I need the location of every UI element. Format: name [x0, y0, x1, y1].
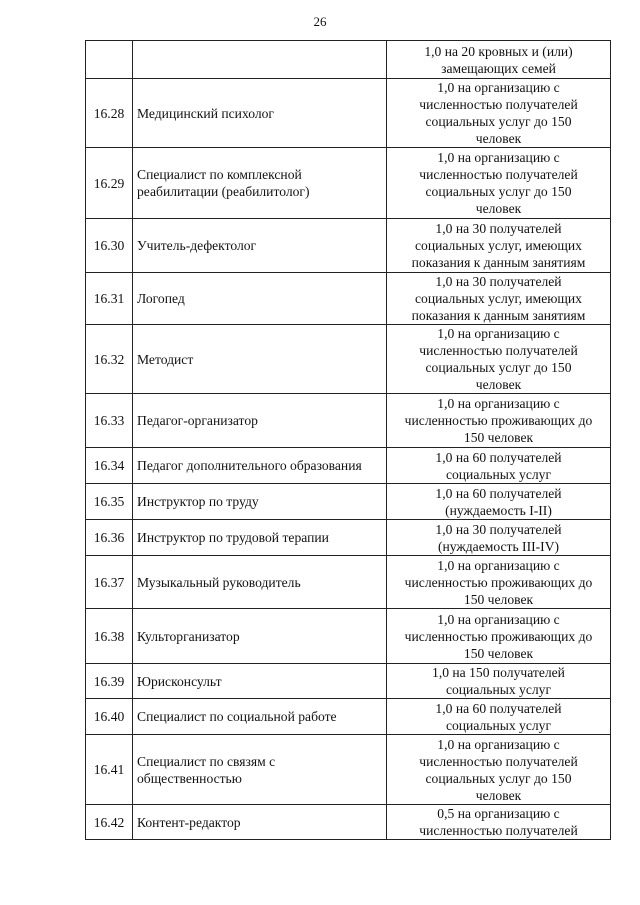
row-number: 16.34: [86, 448, 133, 484]
staffing-norm: 1,0 на организацию с численностью получателей социальных услуг до 150 человек: [387, 148, 611, 219]
position-name: Медицинский психолог: [133, 79, 387, 148]
position-name: Контент-редактор: [133, 805, 387, 840]
row-number: 16.40: [86, 699, 133, 735]
row-number: 16.28: [86, 79, 133, 148]
staffing-norm: 1,0 на организацию с численностью проживающих до 150 человек: [387, 556, 611, 609]
table-row: [86, 520, 611, 556]
position-name: Логопед: [133, 273, 387, 325]
table-row: [86, 609, 611, 664]
staffing-norm: 1,0 на организацию с численностью получателей социальных услуг до 150 человек: [387, 325, 611, 394]
position-name: Педагог-организатор: [133, 394, 387, 448]
staffing-norm: 1,0 на организацию с численностью получателей социальных услуг до 150 человек: [387, 79, 611, 148]
staffing-norm: 1,0 на организацию с численностью получателей социальных услуг до 150 человек: [387, 735, 611, 805]
row-number: 16.41: [86, 735, 133, 805]
table-row: [86, 805, 611, 840]
table-row: [86, 148, 611, 219]
row-number: 16.35: [86, 484, 133, 520]
staffing-norm: 1,0 на 60 получателей социальных услуг: [387, 699, 611, 735]
table-row: [86, 556, 611, 609]
row-number: 16.29: [86, 148, 133, 219]
row-number: 16.38: [86, 609, 133, 664]
position-name: Специалист по связям с общественностью: [133, 735, 387, 805]
staffing-norm: 1,0 на 60 получателей социальных услуг: [387, 448, 611, 484]
row-number: 16.37: [86, 556, 133, 609]
staffing-norm: 1,0 на 150 получателей социальных услуг: [387, 664, 611, 699]
table-row: [86, 699, 611, 735]
row-number: [86, 41, 133, 79]
table-row: [86, 735, 611, 805]
staffing-norm: 1,0 на 30 получателей (нуждаемость III-IV): [387, 520, 611, 556]
page-number: 26: [313, 14, 327, 29]
table-row: [86, 219, 611, 273]
position-name: [133, 41, 387, 79]
position-name: Юрисконсульт: [133, 664, 387, 699]
table-row: [86, 41, 611, 79]
staffing-norm: 0,5 на организацию с численностью получателей: [387, 805, 611, 840]
row-number: 16.39: [86, 664, 133, 699]
staffing-norms-table: [85, 40, 611, 840]
position-name: Специалист по комплексной реабилитации (реабилитолог): [133, 148, 387, 219]
position-name: Методист: [133, 325, 387, 394]
staffing-norm: 1,0 на организацию с численностью проживающих до 150 человек: [387, 394, 611, 448]
staffing-norm: 1,0 на 20 кровных и (или) замещающих семей: [387, 41, 611, 79]
table-row: [86, 394, 611, 448]
position-name: Специалист по социальной работе: [133, 699, 387, 735]
position-name: Музыкальный руководитель: [133, 556, 387, 609]
table-row: [86, 484, 611, 520]
table-row: [86, 273, 611, 325]
row-number: 16.32: [86, 325, 133, 394]
row-number: 16.31: [86, 273, 133, 325]
staffing-norm: 1,0 на организацию с численностью проживающих до 150 человек: [387, 609, 611, 664]
row-number: 16.30: [86, 219, 133, 273]
table-row: [86, 664, 611, 699]
position-name: Учитель-дефектолог: [133, 219, 387, 273]
table-row: [86, 79, 611, 148]
position-name: Инструктор по труду: [133, 484, 387, 520]
row-number: 16.42: [86, 805, 133, 840]
table-row: [86, 325, 611, 394]
staffing-norm: 1,0 на 30 получателей социальных услуг, имеющих показания к данным занятиям: [387, 273, 611, 325]
table-row: [86, 448, 611, 484]
row-number: 16.36: [86, 520, 133, 556]
row-number: 16.33: [86, 394, 133, 448]
position-name: Культорганизатор: [133, 609, 387, 664]
staffing-norm: 1,0 на 60 получателей (нуждаемость I-II): [387, 484, 611, 520]
staffing-norm: 1,0 на 30 получателей социальных услуг, имеющих показания к данным занятиям: [387, 219, 611, 273]
position-name: Педагог дополнительного образования: [133, 448, 387, 484]
position-name: Инструктор по трудовой терапии: [133, 520, 387, 556]
